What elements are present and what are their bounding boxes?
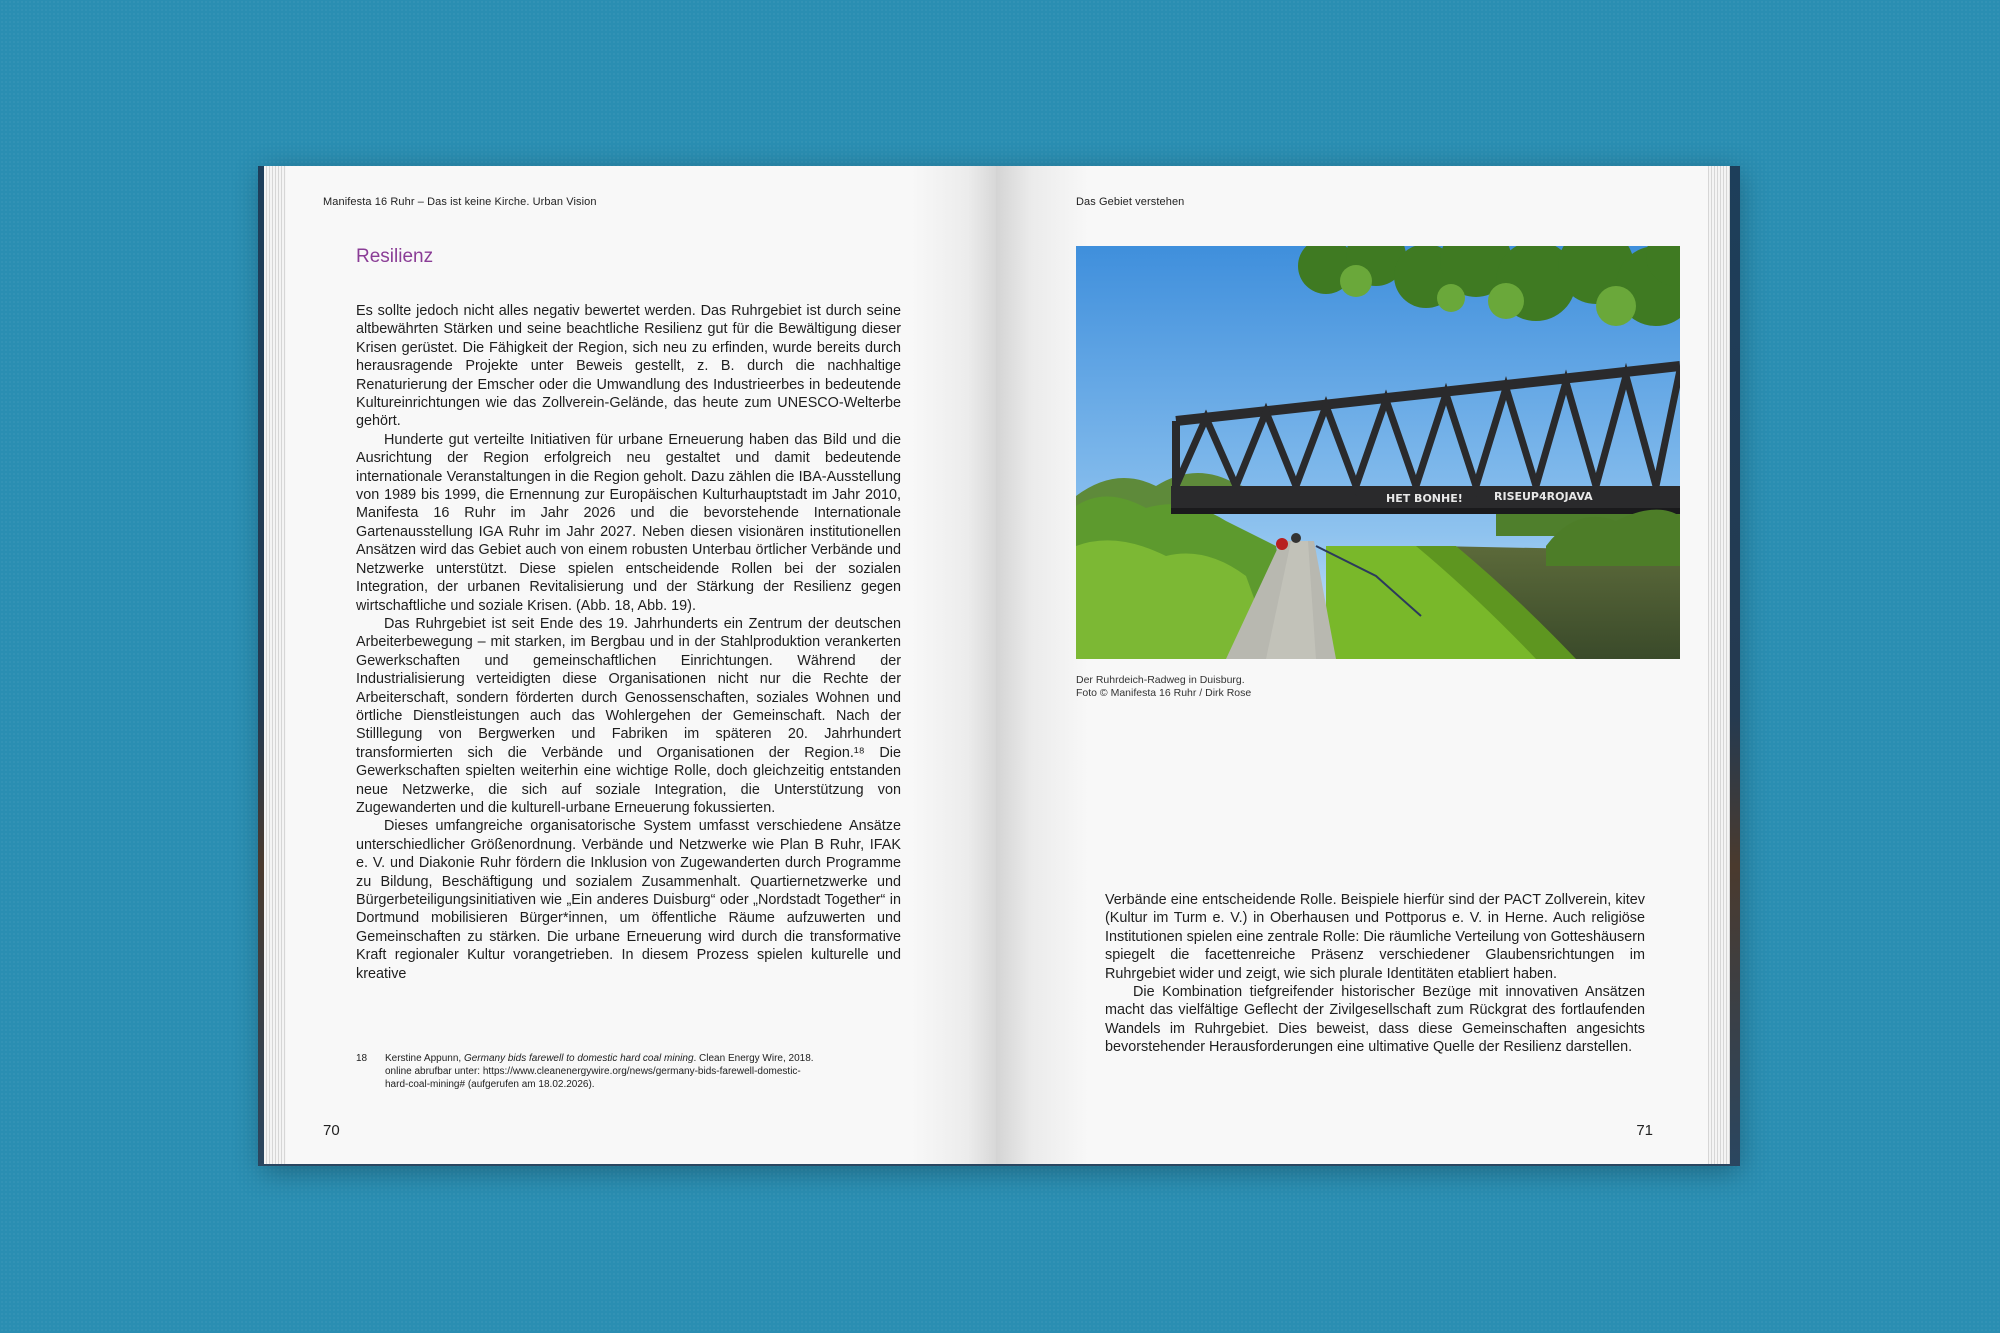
page-stack-right — [1706, 166, 1730, 1164]
caption-line: Der Ruhrdeich-Radweg in Duisburg. — [1076, 674, 1245, 686]
paragraph: Das Ruhrgebiet ist seit Ende des 19. Jahrhunderts ein Zentrum der deutschen Arbeiterbewegung – mit starken, im Bergbau und in der Stahlproduktion verankerten Gewerkschaften und gemeinschaftlichen Einrichtungen. Während der Industrialisierung verteidigten diese Organisationen nicht nur die Rechte der Arbeiterschaft, sondern förderten durch Genossenschaften, soziales Wohnen und örtliche Dienstleistungen auch das Wohlergehen der Gemeinschaft. Nach der Stilllegung von Bergwerken und Fabriken im späteren 20. Jahrhundert transformierten sich die Verbände und Organisationen der Region.¹⁸ Die Gewerkschaften spielten weiterhin eine wichtige Rolle, doch gleichzeitig entstanden neue Netzwerke, die sich auf soziale Integration, die Unterstützung von Zugewanderten und die kulturell-urbane Erneuerung fokussierten. — [356, 615, 901, 816]
caption-credit: Foto © Manifesta 16 Ruhr / Dirk Rose — [1076, 687, 1252, 699]
paragraph: Verbände eine entscheidende Rolle. Beispiele hierfür sind der PACT Zollverein, kitev (Kultur im Turm e. V.) in Oberhausen und Pottporus e. V. in Herne. Auch religiöse Institutionen spielen eine zentrale Rolle: Die räumliche Verteilung von Gotteshäusern spiegelt die facettenreiche Präsenz verschiedener Glaubensrichtungen im Ruhrgebiet wider und zeigt, wie sich plurale Identitäten etabliert haben. — [1105, 892, 1645, 982]
paragraph: Es sollte jedoch nicht alles negativ bewertet werden. Das Ruhrgebiet ist durch seine altbewährten Stärken und seine beachtliche Resilienz gut für die Bewältigung dieser Krisen gerüstet. Die Fähigkeit der Region, sich neu zu erfinden, wurde bereits durch herausragende Projekte unter Beweis gestellt, z. B. durch die nachhaltige Renaturierung der Emscher oder die Umwandlung des Industrieerbes in bedeutende Kultureinrichtungen wie das Zollverein-Gelände, das heute zum UNESCO-Welterbe gehört. — [356, 303, 901, 430]
footnote — [356, 1052, 816, 1091]
running-head-left: Manifesta 16 Ruhr – Das ist keine Kirche. Urban Vision — [323, 196, 597, 208]
right-page — [996, 166, 1708, 1164]
photo-caption — [1076, 674, 1251, 700]
body-text-left — [356, 302, 901, 983]
graffiti-text-left: HET BONHE! — [1386, 492, 1463, 505]
footnote-author: Kerstine Appunn, — [385, 1053, 464, 1064]
graffiti-text-right: RISEUP4ROJAVA — [1494, 490, 1593, 503]
body-text-right — [1105, 891, 1645, 1057]
left-page — [286, 166, 996, 1164]
running-head-right: Das Gebiet verstehen — [1076, 196, 1185, 208]
footnote-number: 18 — [356, 1053, 368, 1064]
section-title: Resilienz — [356, 246, 434, 267]
page-number-right: 71 — [1636, 1122, 1653, 1139]
page-number-left: 70 — [323, 1122, 340, 1139]
paragraph: Hunderte gut verteilte Initiativen für urbane Erneuerung haben das Bild und die Ausrichtung der Region erfolgreich neu gestaltet und damit bedeutende internationale Veranstaltungen in die Region geholt. Dazu zählen die IBA-Ausstellung von 1989 bis 1999, die Ernennung zur Europäischen Kulturhauptstadt im Jahr 2010, Manifesta 16 Ruhr im Jahr 2026 und die bevorstehende Internationale Gartenausstellung IGA Ruhr im Jahr 2027. Neben diesen visionären institutionellen Ansätzen wird das Gebiet auch von einem robusten Unterbau örtlicher Verbände und Netzwerke unterstützt. Diese spielen entscheidende Rollen bei der sozialen Integration, der urbanen Revitalisierung und der Stärkung der Resilienz gegen wirtschaftliche und soziale Krisen. (Abb. 18, Abb. 19). — [356, 431, 901, 614]
footnote-title: Germany bids farewell to domestic hard coal mining — [463, 1053, 694, 1064]
paragraph: Die Kombination tiefgreifender historischer Bezüge mit innovativen Ansätzen macht das vielfältige Geflecht der Zivilgesellschaft zum Rückgrat des fortlaufenden Wandels im Ruhrgebiet. Dies beweist, dass diese Gemeinschaften angesichts bevorstehender Herausforderungen eine ultimative Quelle der Resilienz darstellen. — [1105, 984, 1645, 1056]
bridge-photo — [1076, 246, 1680, 659]
footnote-rest: . Clean Energy Wire, 2018. online abrufbar unter: https://www.cleanenergywire.org/news/germany-bids-farewell-domestic-hard-coal-mining# (aufgerufen am 18.02.2026). — [385, 1053, 814, 1090]
footnote-text — [385, 1052, 816, 1091]
page-stack-left — [264, 166, 288, 1164]
paragraph: Dieses umfangreiche organisatorische System umfasst verschiedene Ansätze unterschiedlicher Größenordnung. Verbände und Netzwerke wie Plan B Ruhr, IFAK e. V. und Diakonie Ruhr fördern die Inklusion von Zugewanderten durch Programme zu Bildung, Beschäftigung und sozialem Zusammenhalt. Quartiernetzwerke und Bürgerbeteiligungsinitiativen wie „Ein anderes Duisburg“ oder „Nordstadt Together“ in Dortmund mobilisieren Bürger*innen, um öffentliche Räume aufzuwerten und Gemeinschaften zu stärken. Die urbane Erneuerung wird durch die transformative Kraft regionaler Kultur vorangetrieben. In diesem Prozess spielen kulturelle und kreative — [356, 818, 901, 982]
